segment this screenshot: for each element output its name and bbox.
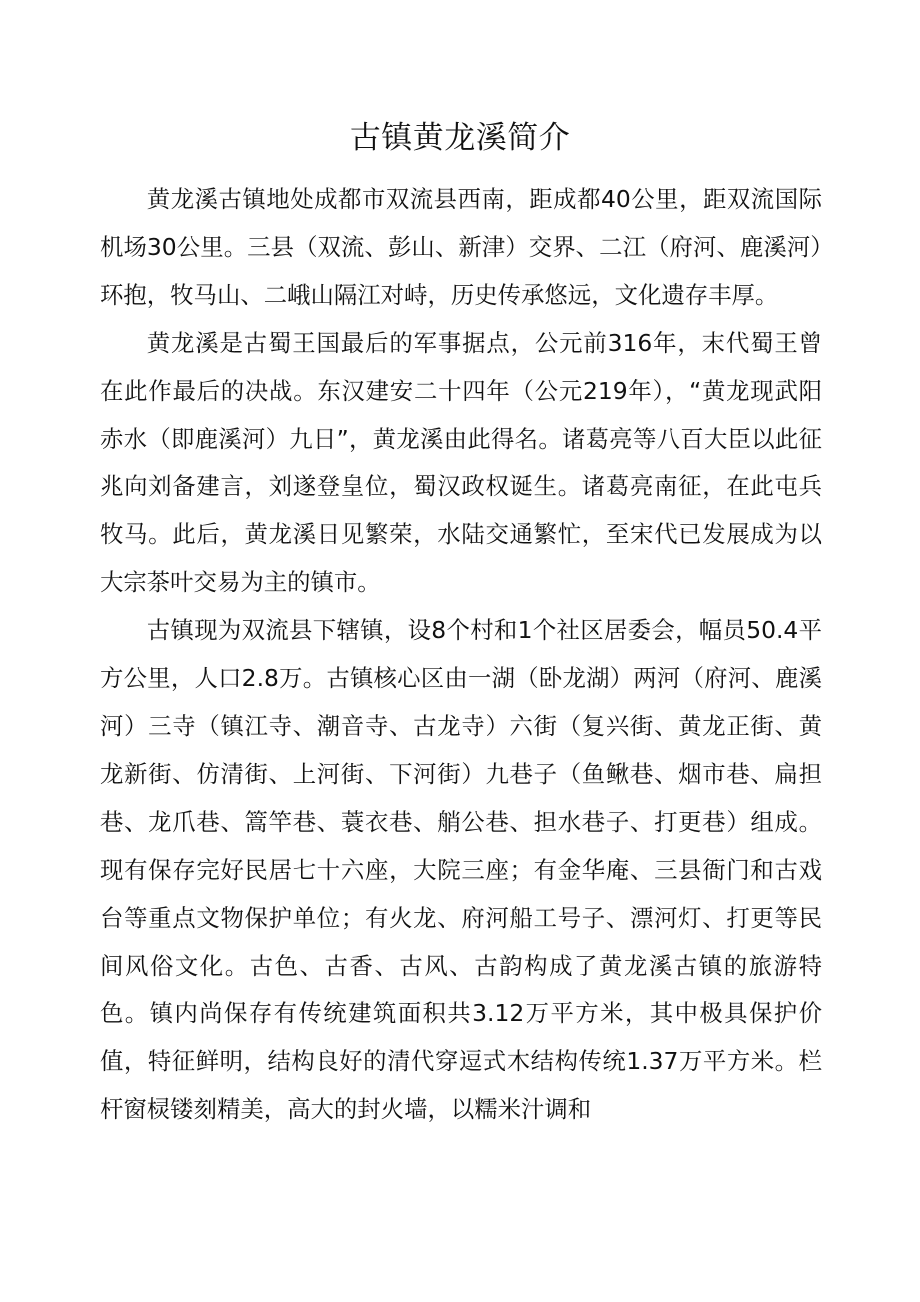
- document-title: 古镇黄龙溪简介: [349, 120, 571, 156]
- document-body: [100, 176, 822, 1134]
- paragraph-location: 黄龙溪古镇地处成都市双流县西南，距成都40公里，距双流国际机场30公里。三县（双流、彭山、新津）交界、二江（府河、鹿溪河）环抱，牧马山、二峨山隔江对峙，历史传承悠远，文化遗存丰厚。: [100, 185, 822, 309]
- paragraph-town-overview: 古镇现为双流县下辖镇，设8个村和1个社区居委会，幅员50.4平方公里，人口2.8万。古镇核心区由一湖（卧龙湖）两河（府河、鹿溪河）三寺（镇江寺、潮音寺、古龙寺）六街（复兴街、黄龙正街、黄龙新街、仿清街、上河街、下河街）九巷子（鱼鳅巷、烟市巷、扁担巷、龙爪巷、篙竿巷、蓑衣巷、艄公巷、担水巷子、打更巷）组成。现有保存完好民居七十六座，大院三座；有金华庵、三县衙门和古戏台等重点文物保护单位；有火龙、府河船工号子、漂河灯、打更等民间风俗文化。古色、古香、古风、古韵构成了黄龙溪古镇的旅游特色。镇内尚保存有传统建筑面积共3.12万平方米，其中极具保护价值，特征鲜明，结构良好的清代穿逗式木结构传统1.37万平方米。栏杆窗棂镂刻精美，高大的封火墙，以糯米汁调和: [100, 616, 822, 1124]
- paragraph-history: 黄龙溪是古蜀王国最后的军事据点，公元前316年，末代蜀王曾在此作最后的决战。东汉建安二十四年（公元219年），“黄龙现武阳赤水（即鹿溪河）九日”，黄龙溪由此得名。诸葛亮等八百大臣以此征兆向刘备建言，刘遂登皇位，蜀汉政权诞生。诸葛亮南征，在此屯兵牧马。此后，黄龙溪日见繁荣，水陆交通繁忙，至宋代已发展成为以大宗茶叶交易为主的镇市。: [100, 328, 822, 597]
